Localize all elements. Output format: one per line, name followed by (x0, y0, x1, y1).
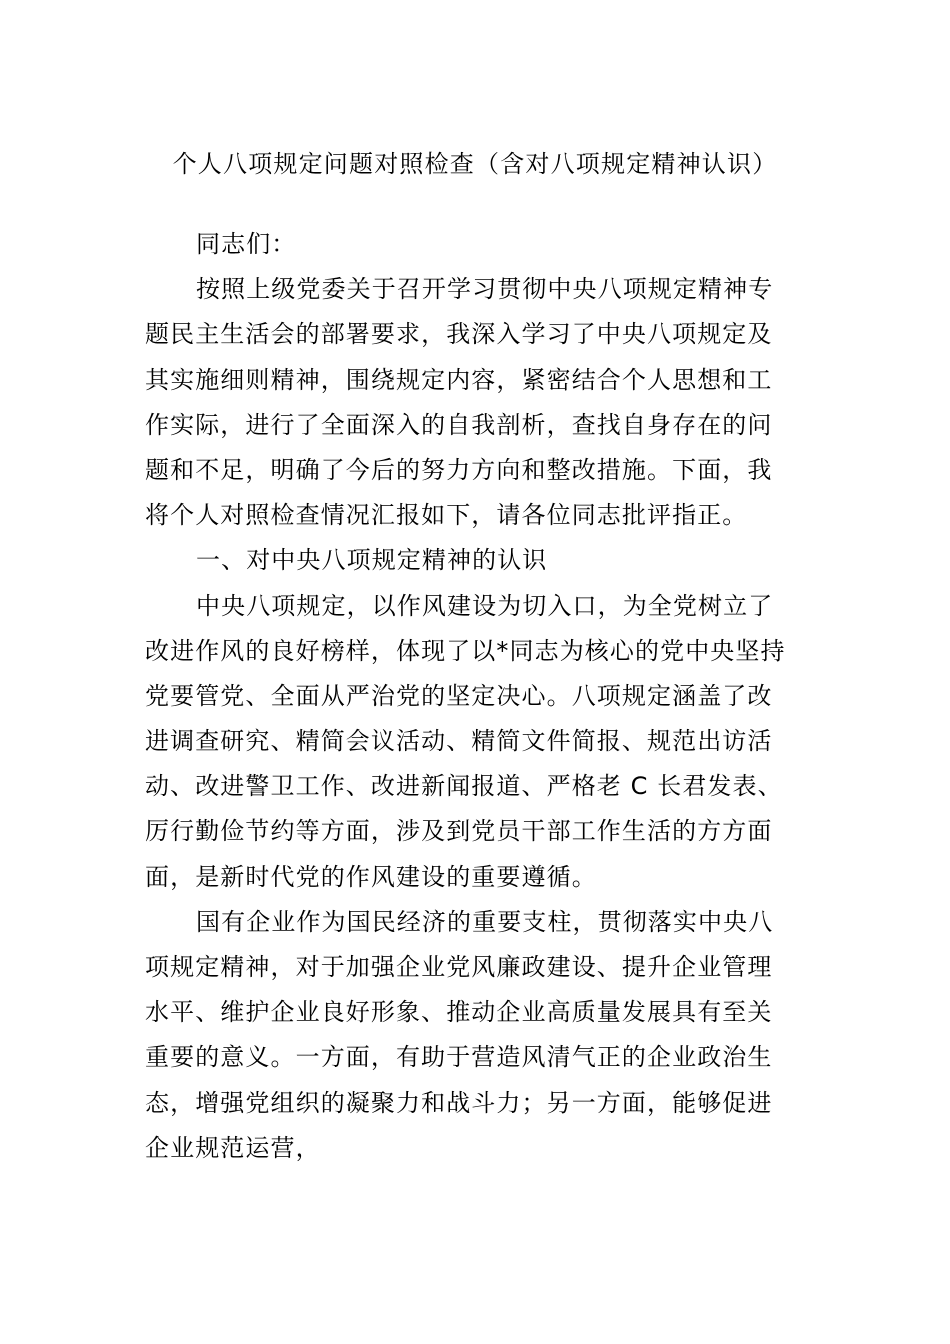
paragraph-line: 将个人对照检查情况汇报如下，请各位同志批评指正。 (145, 501, 748, 530)
paragraph-line: 项规定精神，对于加强企业党风廉政建设、提升企业管理 (145, 953, 773, 981)
paragraph-line: 其实施细则精神，围绕规定内容，紧密结合个人思想和工 (145, 365, 773, 394)
paragraph-line: 按照上级党委关于召开学习贯彻中央八项规定精神专 (196, 275, 774, 304)
document-title: 个人八项规定问题对照检查（含对八项规定精神认识） (172, 150, 778, 178)
paragraph-line: 动、改进警卫工作、改进新闻报道、严格老 C 长君发表、 (145, 772, 783, 801)
paragraph-line: 题和不足，明确了今后的努力方向和整改措施。下面，我 (145, 455, 773, 484)
paragraph-line: 党要管党、全面从严治党的坚定决心。八项规定涵盖了改 (145, 681, 773, 710)
paragraph-line: 厉行勤俭节约等方面，涉及到党员干部工作生活的方方面 (145, 817, 773, 846)
paragraph-line: 题民主生活会的部署要求，我深入学习了中央八项规定及 (145, 320, 773, 349)
salutation-line: 同志们： (196, 230, 297, 258)
paragraph-line: 改进作风的良好榜样，体现了以*同志为核心的党中央坚持 (145, 636, 786, 665)
paragraph-line: 态，增强党组织的凝聚力和战斗力；另一方面，能够促进 (145, 1088, 773, 1117)
paragraph-line: 国有企业作为国民经济的重要支柱，贯彻落实中央八 (196, 907, 774, 936)
paragraph-line: 中央八项规定，以作风建设为切入口，为全党树立了 (196, 591, 774, 620)
paragraph-line: 重要的意义。一方面，有助于营造风清气正的企业政治生 (145, 1043, 773, 1072)
paragraph-line: 面，是新时代党的作风建设的重要遵循。 (145, 862, 597, 891)
paragraph-line: 进调查研究、精简会议活动、精简文件简报、规范出访活 (145, 727, 773, 756)
paragraph-line: 水平、维护企业良好形象、推动企业高质量发展具有至关 (145, 998, 773, 1027)
document-body (145, 222, 807, 1171)
paragraph-line: 作实际，进行了全面深入的自我剖析，查找自身存在的问 (145, 410, 773, 439)
paragraph-line: 企业规范运营， (145, 1133, 321, 1162)
section-heading: 一、对中央八项规定精神的认识 (196, 546, 548, 575)
